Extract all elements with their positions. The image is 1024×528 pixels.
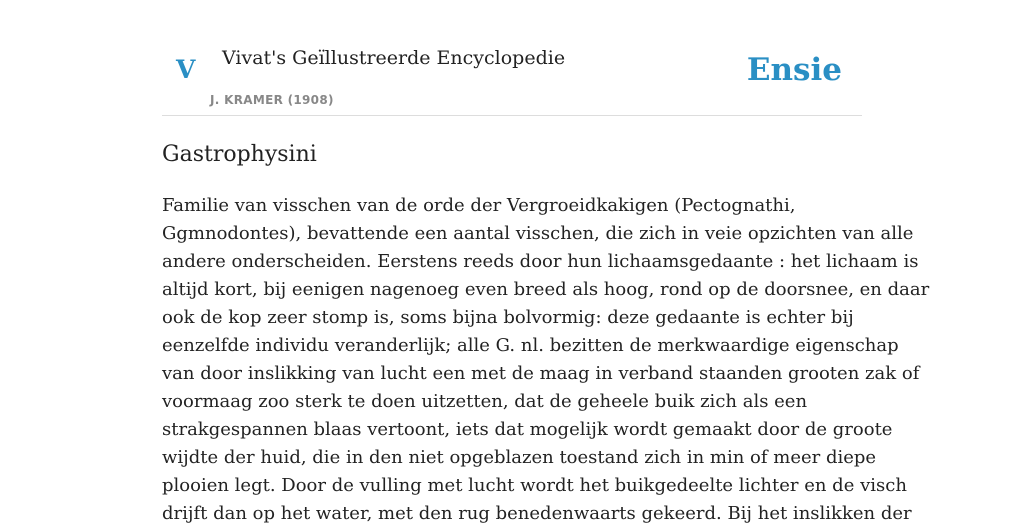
body-line: voormaag zoo sterk te doen uitzetten, dat de geheele buik zich als een [162,391,808,412]
body-line: altijd kort, bij eenigen nagenoeg even breed als hoog, rond op de doorsnee, en daar [162,279,930,300]
body-line: plooien legt. Door de vulling met lucht wordt het buikgedeelte lichter en de visch [162,475,907,496]
body-line: drijft dan op het water, met den rug benedenwaarts gekeerd. Bij het inslikken der [162,503,912,524]
body-line: wijdte der huid, die in den niet opgeblazen toestand zich in min of meer diepe [162,447,877,468]
body-line: Familie van visschen van de orde der Vergroeidkakigen (Pectognathi, [162,195,796,216]
body-line: eenzelfde individu veranderlijk; alle G. nl. bezitten de merkwaardige eigenschap [162,335,899,356]
entry-body [162,192,930,528]
brand-logo[interactable]: Ensie [746,52,842,88]
body-line: strakgespannen blaas vertoont, iets dat mogelijk wordt gemaakt door de groote [162,419,893,440]
body-line: ook de kop zeer stomp is, soms bijna bolvormig: deze gedaante is echter bij [162,307,854,328]
body-line: Ggmnodontes), bevattende een aantal visschen, die zich in veie opzichten van alle [162,223,914,244]
entry-title: Gastrophysini [162,142,317,167]
publication-logo-icon[interactable]: V [176,55,196,84]
body-line: van door inslikking van lucht een met de maag in verband staanden grooten zak of [162,363,920,384]
publication-title[interactable]: Vivat's Geïllustreerde Encyclopedie [222,47,566,69]
header [162,0,862,116]
author-label: J. KRAMER (1908) [210,93,334,107]
body-line: andere onderscheiden. Eerstens reeds door hun lichaamsgedaante : het lichaam is [162,251,919,272]
